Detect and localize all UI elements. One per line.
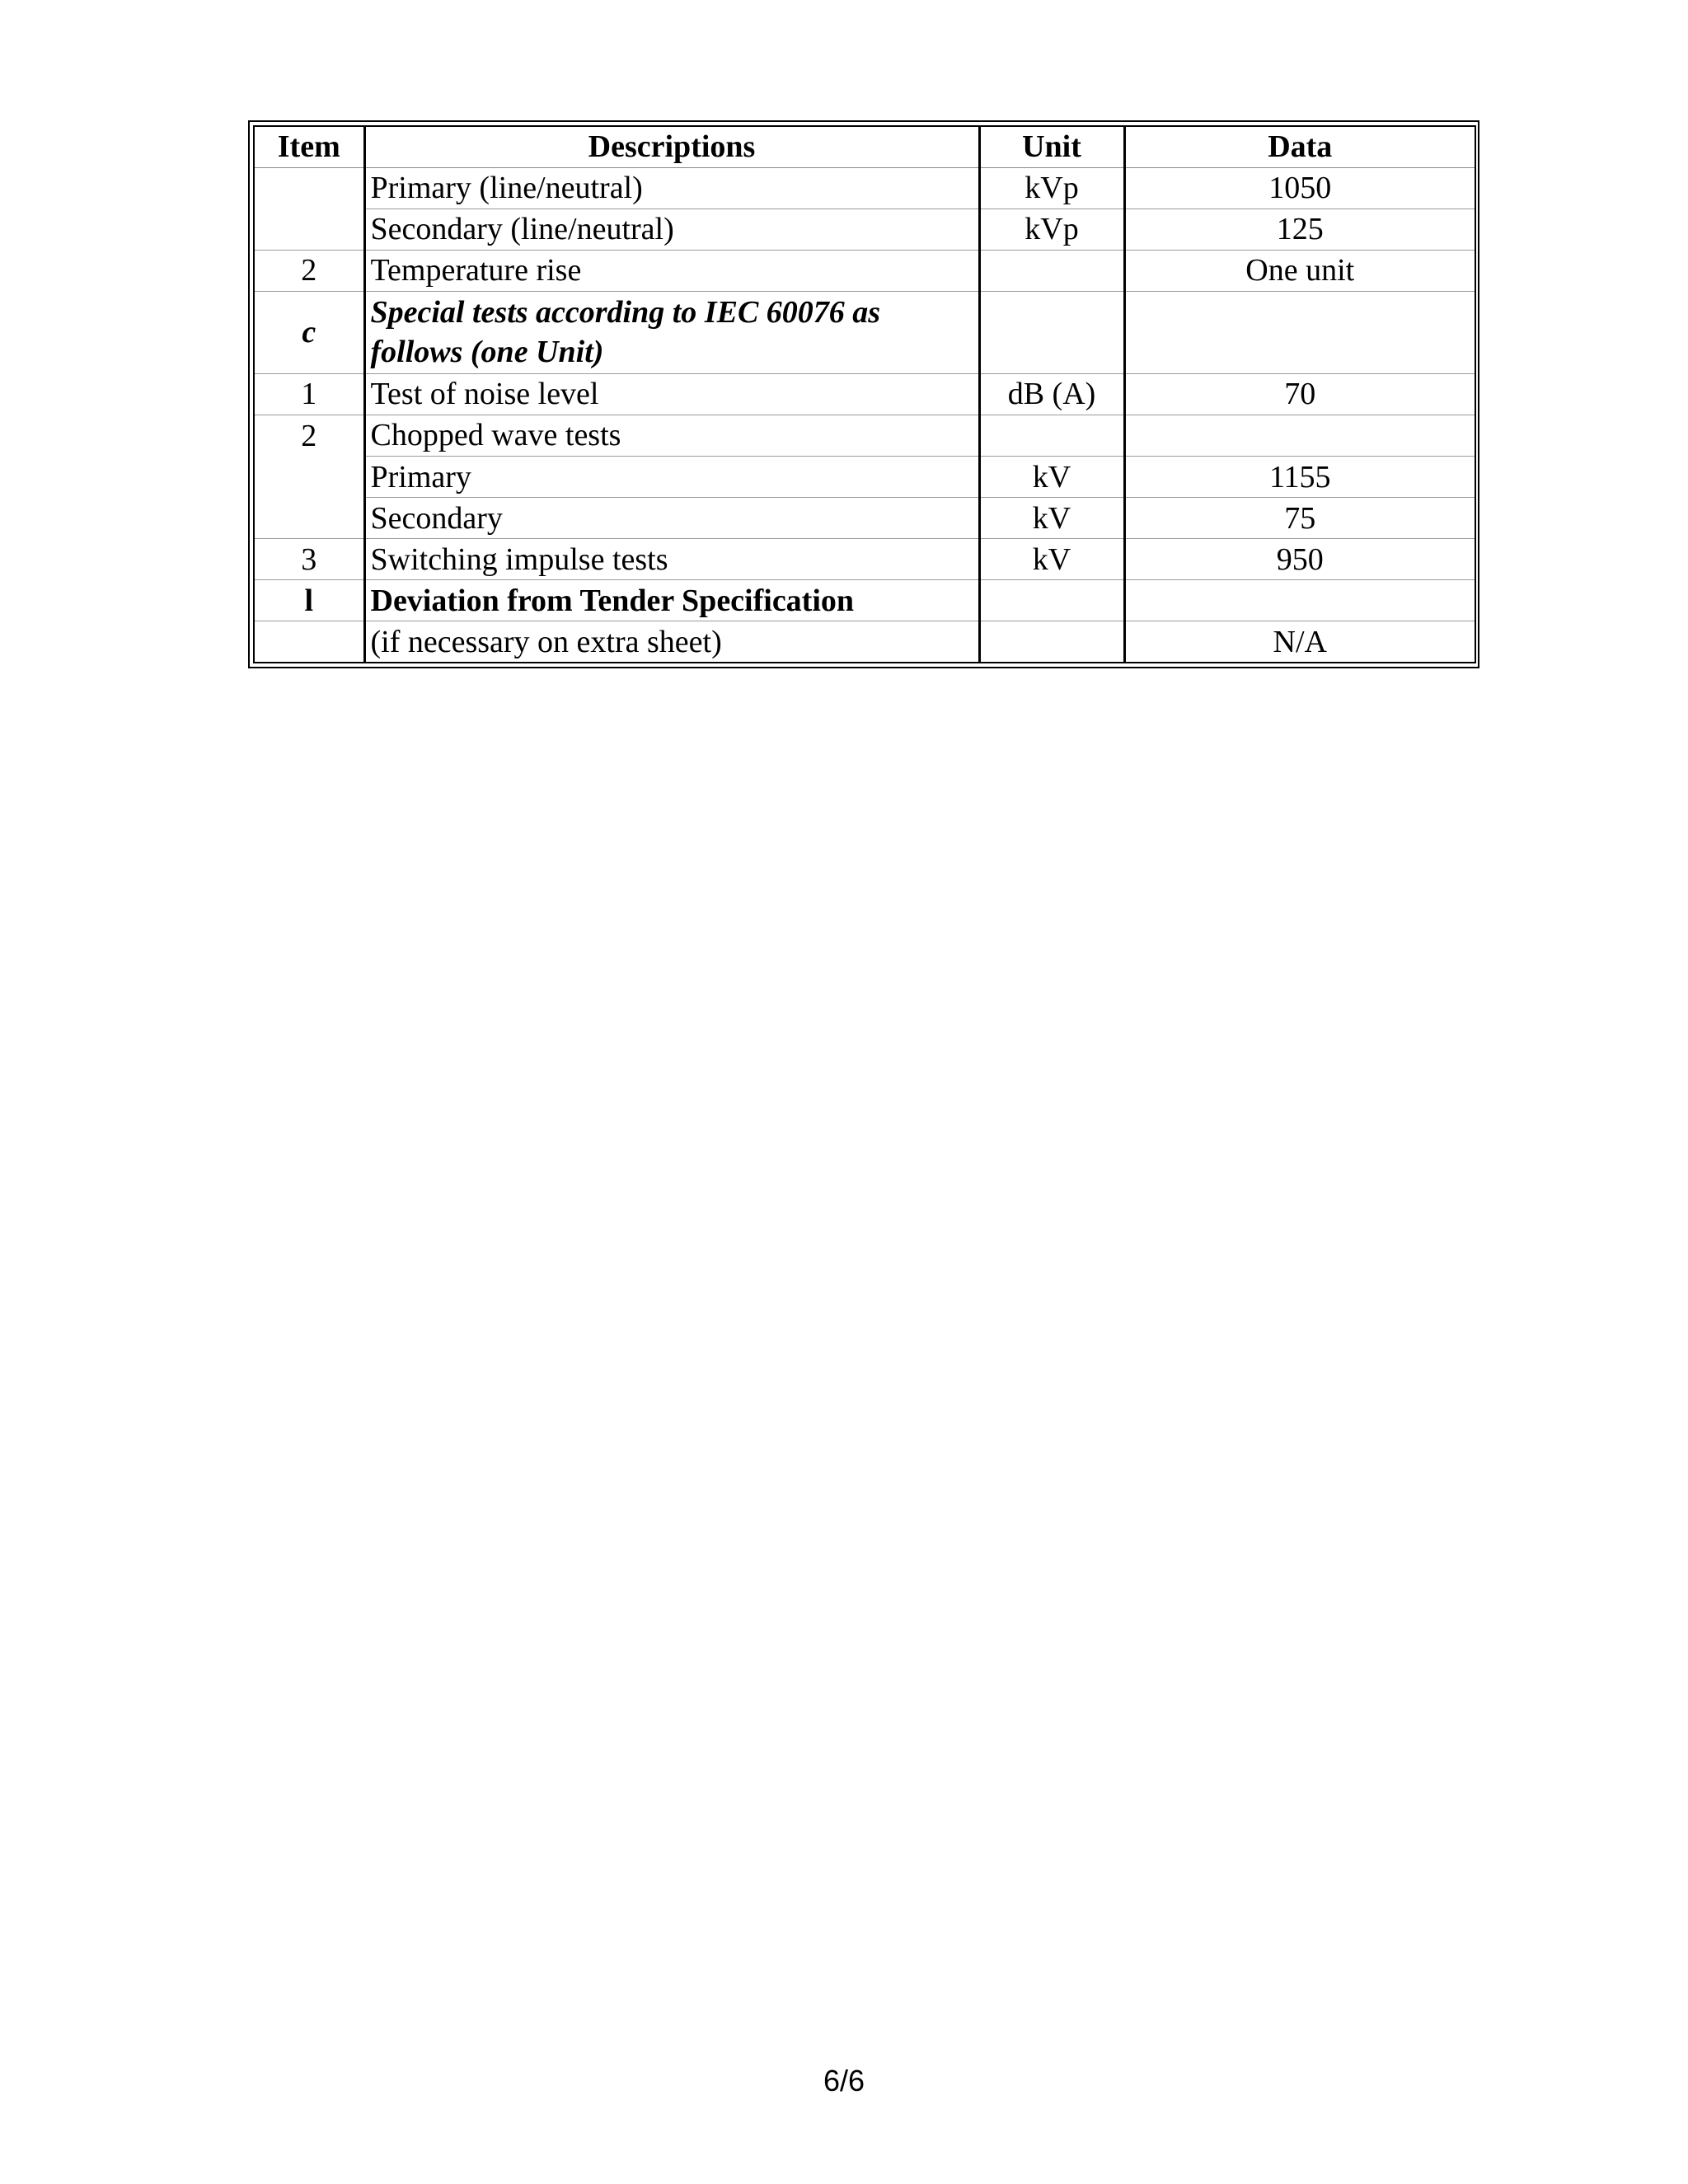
row-unit: kV [979, 539, 1124, 580]
row-item: 1 [254, 373, 364, 415]
table-row [254, 291, 1475, 373]
table-row [254, 539, 1475, 580]
table-row [254, 415, 1475, 456]
table-row [254, 621, 1475, 663]
row-unit [979, 580, 1124, 621]
header-item: Item [254, 126, 364, 167]
table-row [254, 580, 1475, 621]
row-unit [979, 250, 1124, 291]
table-row [254, 167, 1475, 209]
row-item [254, 167, 364, 209]
row-description: Secondary [364, 498, 979, 539]
row-item [254, 457, 364, 498]
table-row [254, 250, 1475, 291]
header-data: Data [1124, 126, 1475, 167]
row-unit [979, 621, 1124, 663]
header-descriptions: Descriptions [364, 126, 979, 167]
row-unit: kVp [979, 209, 1124, 250]
row-description: Primary [364, 457, 979, 498]
spec-table [253, 125, 1476, 663]
row-data: N/A [1124, 621, 1475, 663]
row-data: 70 [1124, 373, 1475, 415]
row-item: 2 [254, 415, 364, 456]
row-description: Test of noise level [364, 373, 979, 415]
table-row [254, 498, 1475, 539]
row-description: Primary (line/neutral) [364, 167, 979, 209]
row-item [254, 498, 364, 539]
row-data: 125 [1124, 209, 1475, 250]
row-data: One unit [1124, 250, 1475, 291]
row-item [254, 621, 364, 663]
row-description: Chopped wave tests [364, 415, 979, 456]
row-unit: kVp [979, 167, 1124, 209]
row-description: Switching impulse tests [364, 539, 979, 580]
row-unit: dB (A) [979, 373, 1124, 415]
header-unit: Unit [979, 126, 1124, 167]
row-unit: kV [979, 457, 1124, 498]
table-row [254, 373, 1475, 415]
row-unit [979, 291, 1124, 373]
row-item: l [254, 580, 364, 621]
row-data: 1155 [1124, 457, 1475, 498]
row-item [254, 209, 364, 250]
row-unit: kV [979, 498, 1124, 539]
row-unit [979, 415, 1124, 456]
row-description: Deviation from Tender Specification [364, 580, 979, 621]
row-item: 3 [254, 539, 364, 580]
row-data [1124, 580, 1475, 621]
row-data: 1050 [1124, 167, 1475, 209]
row-data [1124, 291, 1475, 373]
table-row [254, 457, 1475, 498]
row-item: c [254, 291, 364, 373]
row-data: 950 [1124, 539, 1475, 580]
row-description: (if necessary on extra sheet) [364, 621, 979, 663]
row-description: Temperature rise [364, 250, 979, 291]
row-data: 75 [1124, 498, 1475, 539]
page-number: 6/6 [823, 2064, 865, 2097]
spec-table-frame [248, 120, 1479, 668]
row-data [1124, 415, 1475, 456]
table-header-row [254, 126, 1475, 167]
row-item: 2 [254, 250, 364, 291]
table-row [254, 209, 1475, 250]
row-description: Special tests according to IEC 60076 as follows (one Unit) [364, 291, 979, 373]
row-description: Secondary (line/neutral) [364, 209, 979, 250]
